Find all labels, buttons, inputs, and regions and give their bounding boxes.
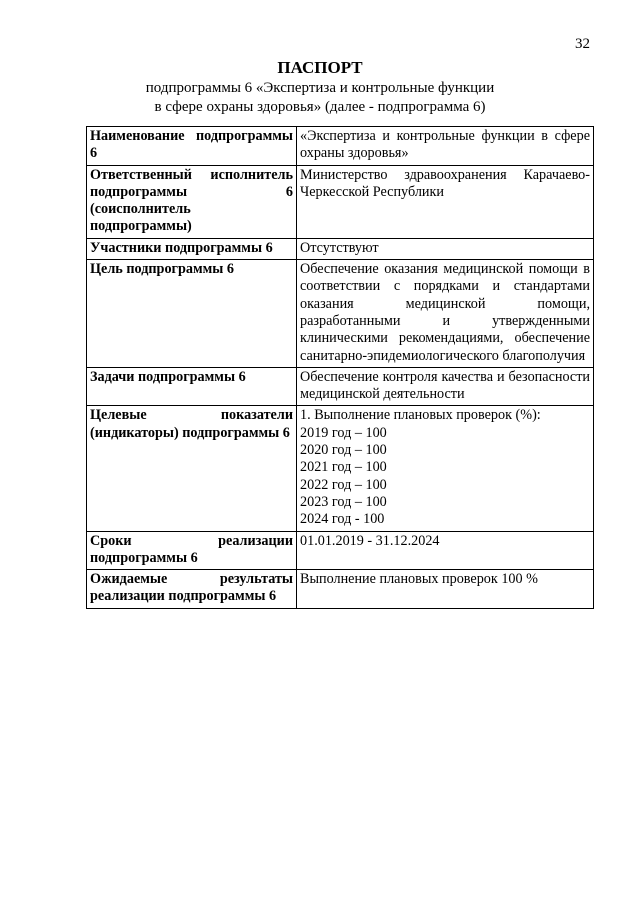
table-row	[87, 127, 594, 166]
page-number: 32	[575, 36, 590, 52]
row-value: Отсутствуют	[297, 238, 594, 259]
row-value	[297, 406, 594, 531]
row-label: Наименование подпрограммы 6	[87, 127, 297, 166]
row-label: Участники подпрограммы 6	[87, 238, 297, 259]
row-value: Обеспечение оказания медицинской помощи в соответствии с порядками и стандартами оказания медицинской помощи, разработанными и утвержденными клиническими рекомендациями, обеспечение санитарно-эпидемиологического благополучия	[297, 260, 594, 368]
indicator-line: 2022 год – 100	[300, 476, 387, 493]
row-value: Министерство здравоохранения Карачаево-Черкесской Республики	[297, 165, 594, 238]
table-row	[87, 165, 594, 238]
row-label: Цель подпрограммы 6	[87, 260, 297, 368]
table-row	[87, 367, 594, 406]
indicator-line: 2020 год – 100	[300, 442, 387, 459]
document-title: ПАСПОРТ	[277, 58, 363, 77]
indicator-line: 2021 год – 100	[300, 459, 387, 476]
table-row	[87, 260, 594, 368]
subtitle-line: подпрограммы 6 «Экспертиза и контрольные функции	[145, 80, 495, 96]
table-row	[87, 238, 594, 259]
passport-table	[86, 126, 594, 609]
row-value: 01.01.2019 - 31.12.2024	[297, 531, 594, 570]
row-label: Целевые показатели (индикаторы) подпрограммы 6	[87, 406, 297, 531]
row-label: Ожидаемые результаты реализации подпрограммы 6	[87, 570, 297, 609]
indicator-line: 2024 год - 100	[300, 511, 385, 528]
row-label: Сроки реализации подпрограммы 6	[87, 531, 297, 570]
subtitle-line: в сфере охраны здоровья» (далее - подпрограмма 6)	[154, 99, 486, 115]
document-subtitle	[0, 79, 640, 117]
row-value: «Экспертиза и контрольные функции в сфере охраны здоровья»	[297, 127, 594, 166]
indicator-line: 2019 год – 100	[300, 424, 387, 441]
table-row	[87, 531, 594, 570]
row-label: Задачи подпрограммы 6	[87, 367, 297, 406]
row-value: Обеспечение контроля качества и безопасности медицинской деятельности	[297, 367, 594, 406]
table-row	[87, 570, 594, 609]
indicator-line: 2023 год – 100	[300, 493, 387, 510]
row-value: Выполнение плановых проверок 100 %	[297, 570, 594, 609]
indicator-line: 1. Выполнение плановых проверок (%):	[300, 407, 541, 424]
table-row	[87, 406, 594, 531]
row-label: Ответственный исполнитель подпрограммы 6 (соисполнитель подпрограммы)	[87, 165, 297, 238]
